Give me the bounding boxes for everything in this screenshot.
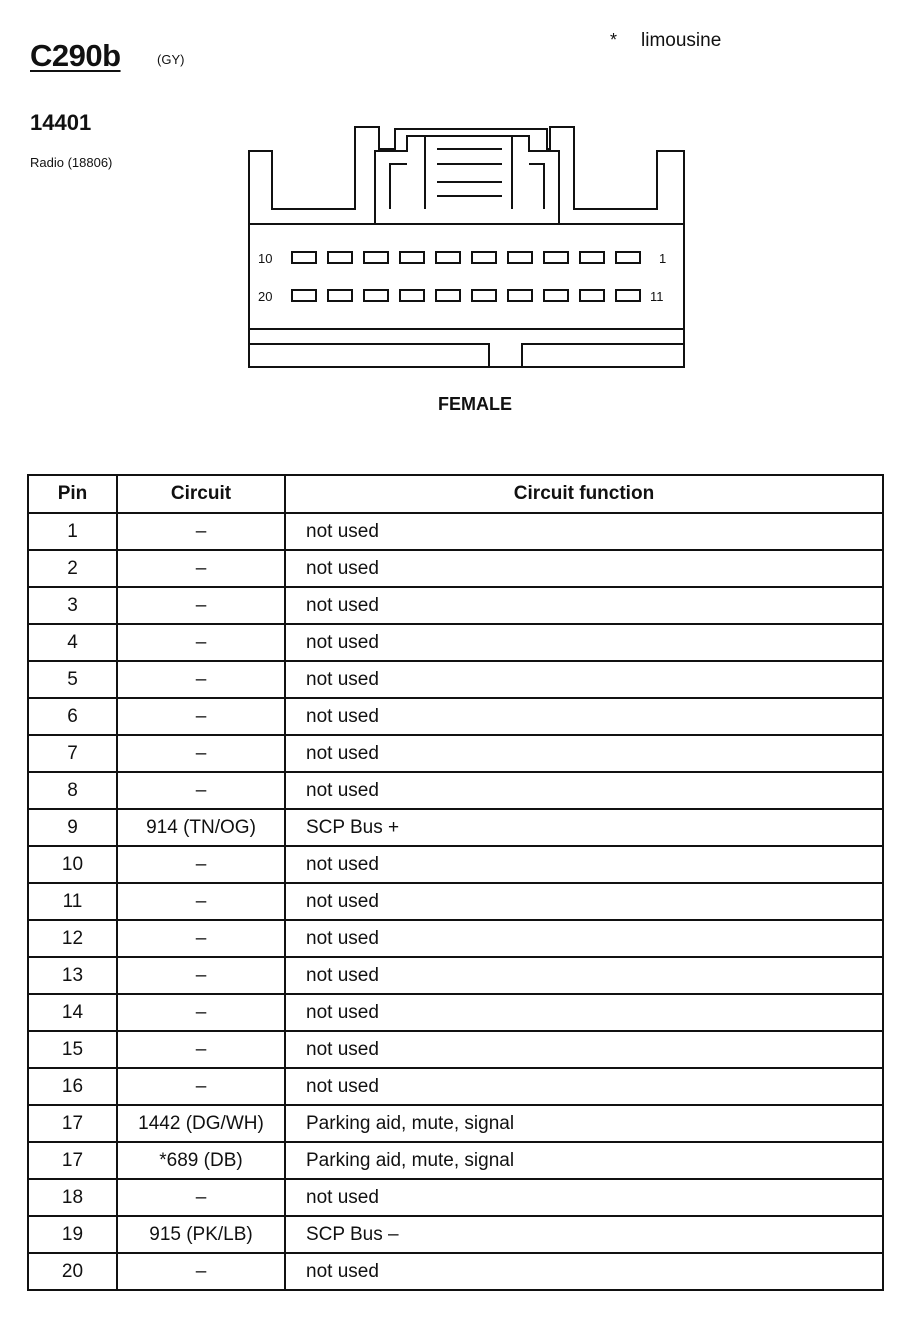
circuit-function: not used <box>285 994 883 1031</box>
circuit-code: – <box>117 1253 285 1290</box>
connector-face-diagram <box>247 124 687 369</box>
pin-cavity <box>544 290 568 301</box>
circuit-function: SCP Bus + <box>285 809 883 846</box>
table-row <box>28 1179 883 1216</box>
pin-cavity <box>328 290 352 301</box>
pin-number: 11 <box>28 883 117 920</box>
circuit-function: not used <box>285 587 883 624</box>
table-header-row <box>28 475 883 513</box>
circuit-function: not used <box>285 957 883 994</box>
circuit-function: Parking aid, mute, signal <box>285 1105 883 1142</box>
table-row <box>28 1142 883 1179</box>
circuit-function: not used <box>285 1179 883 1216</box>
circuit-function: not used <box>285 920 883 957</box>
pin-number: 8 <box>28 772 117 809</box>
circuit-function: not used <box>285 661 883 698</box>
circuit-function: not used <box>285 1068 883 1105</box>
table-row <box>28 624 883 661</box>
circuit-function: not used <box>285 698 883 735</box>
footnote-text: limousine <box>641 30 722 51</box>
pin-cavity <box>580 252 604 263</box>
pin-cavity <box>436 290 460 301</box>
table-row <box>28 957 883 994</box>
pin-cavity <box>436 252 460 263</box>
table-row <box>28 1031 883 1068</box>
pin-number: 13 <box>28 957 117 994</box>
table-row <box>28 883 883 920</box>
pin-number: 19 <box>28 1216 117 1253</box>
pin-label-11: 11 <box>650 289 664 304</box>
table-row <box>28 994 883 1031</box>
circuit-code: – <box>117 920 285 957</box>
table-row <box>28 587 883 624</box>
pin-label-1: 1 <box>659 251 667 266</box>
pin-cavity <box>292 290 316 301</box>
circuit-code: – <box>117 735 285 772</box>
pin-cavity <box>544 252 568 263</box>
pin-number: 3 <box>28 587 117 624</box>
circuit-function: not used <box>285 735 883 772</box>
connector-color-code: (GY) <box>157 52 185 67</box>
pin-number: 9 <box>28 809 117 846</box>
circuit-code: – <box>117 513 285 550</box>
circuit-function: not used <box>285 550 883 587</box>
pin-label-20: 20 <box>258 289 273 304</box>
circuit-code: – <box>117 994 285 1031</box>
circuit-function: SCP Bus – <box>285 1216 883 1253</box>
pin-number: 20 <box>28 1253 117 1290</box>
table-row <box>28 1216 883 1253</box>
pin-cavity <box>508 252 532 263</box>
circuit-code: – <box>117 587 285 624</box>
pin-number: 17 <box>28 1105 117 1142</box>
table-row <box>28 1253 883 1290</box>
circuit-code: – <box>117 661 285 698</box>
pin-cavity <box>364 252 388 263</box>
pin-cavity <box>364 290 388 301</box>
pin-row-bottom <box>292 290 640 301</box>
circuit-function: not used <box>285 513 883 550</box>
pin-number: 5 <box>28 661 117 698</box>
pin-number: 14 <box>28 994 117 1031</box>
circuit-code: – <box>117 550 285 587</box>
pin-number: 4 <box>28 624 117 661</box>
circuit-code: – <box>117 772 285 809</box>
circuit-code: – <box>117 846 285 883</box>
part-number: 14401 <box>30 110 92 135</box>
pin-number: 2 <box>28 550 117 587</box>
table-row <box>28 513 883 550</box>
circuit-code: – <box>117 698 285 735</box>
circuit-function: not used <box>285 1253 883 1290</box>
pin-number: 15 <box>28 1031 117 1068</box>
table-row <box>28 661 883 698</box>
pin-number: 17 <box>28 1142 117 1179</box>
circuit-function: not used <box>285 846 883 883</box>
pin-label-10: 10 <box>258 251 273 266</box>
footnote-mark: * <box>610 30 618 50</box>
pin-number: 7 <box>28 735 117 772</box>
table-row <box>28 846 883 883</box>
circuit-code: – <box>117 957 285 994</box>
pin-number: 6 <box>28 698 117 735</box>
circuit-code: – <box>117 1031 285 1068</box>
circuit-code: *689 (DB) <box>117 1142 285 1179</box>
pin-number: 18 <box>28 1179 117 1216</box>
pin-cavity <box>508 290 532 301</box>
pin-cavity <box>580 290 604 301</box>
header-pin: Pin <box>28 475 117 513</box>
table-row <box>28 772 883 809</box>
pin-number: 12 <box>28 920 117 957</box>
circuit-code: – <box>117 1179 285 1216</box>
component-name: Radio (18806) <box>30 155 113 170</box>
pin-number: 1 <box>28 513 117 550</box>
circuit-code: 914 (TN/OG) <box>117 809 285 846</box>
pin-cavity <box>400 252 424 263</box>
pin-cavity <box>472 252 496 263</box>
pin-cavity <box>616 252 640 263</box>
table-row <box>28 809 883 846</box>
connector-id: C290b <box>30 38 121 73</box>
pin-table <box>27 474 884 1291</box>
pin-cavity <box>328 252 352 263</box>
circuit-function: not used <box>285 883 883 920</box>
table-row <box>28 1105 883 1142</box>
table-row <box>28 698 883 735</box>
circuit-code: – <box>117 883 285 920</box>
pin-cavity <box>292 252 316 263</box>
connector-gender-label: FEMALE <box>438 394 512 414</box>
table-row <box>28 735 883 772</box>
circuit-function: not used <box>285 772 883 809</box>
circuit-code: 1442 (DG/WH) <box>117 1105 285 1142</box>
circuit-code: 915 (PK/LB) <box>117 1216 285 1253</box>
pin-cavity <box>400 290 424 301</box>
table-row <box>28 920 883 957</box>
pin-cavity <box>472 290 496 301</box>
pin-cavity <box>616 290 640 301</box>
circuit-code: – <box>117 624 285 661</box>
pin-number: 10 <box>28 846 117 883</box>
header-circuit: Circuit <box>117 475 285 513</box>
table-row <box>28 1068 883 1105</box>
circuit-function: Parking aid, mute, signal <box>285 1142 883 1179</box>
pin-row-top <box>292 252 640 263</box>
circuit-function: not used <box>285 624 883 661</box>
table-row <box>28 550 883 587</box>
circuit-function: not used <box>285 1031 883 1068</box>
circuit-code: – <box>117 1068 285 1105</box>
header-circuit-function: Circuit function <box>285 475 883 513</box>
pin-number: 16 <box>28 1068 117 1105</box>
